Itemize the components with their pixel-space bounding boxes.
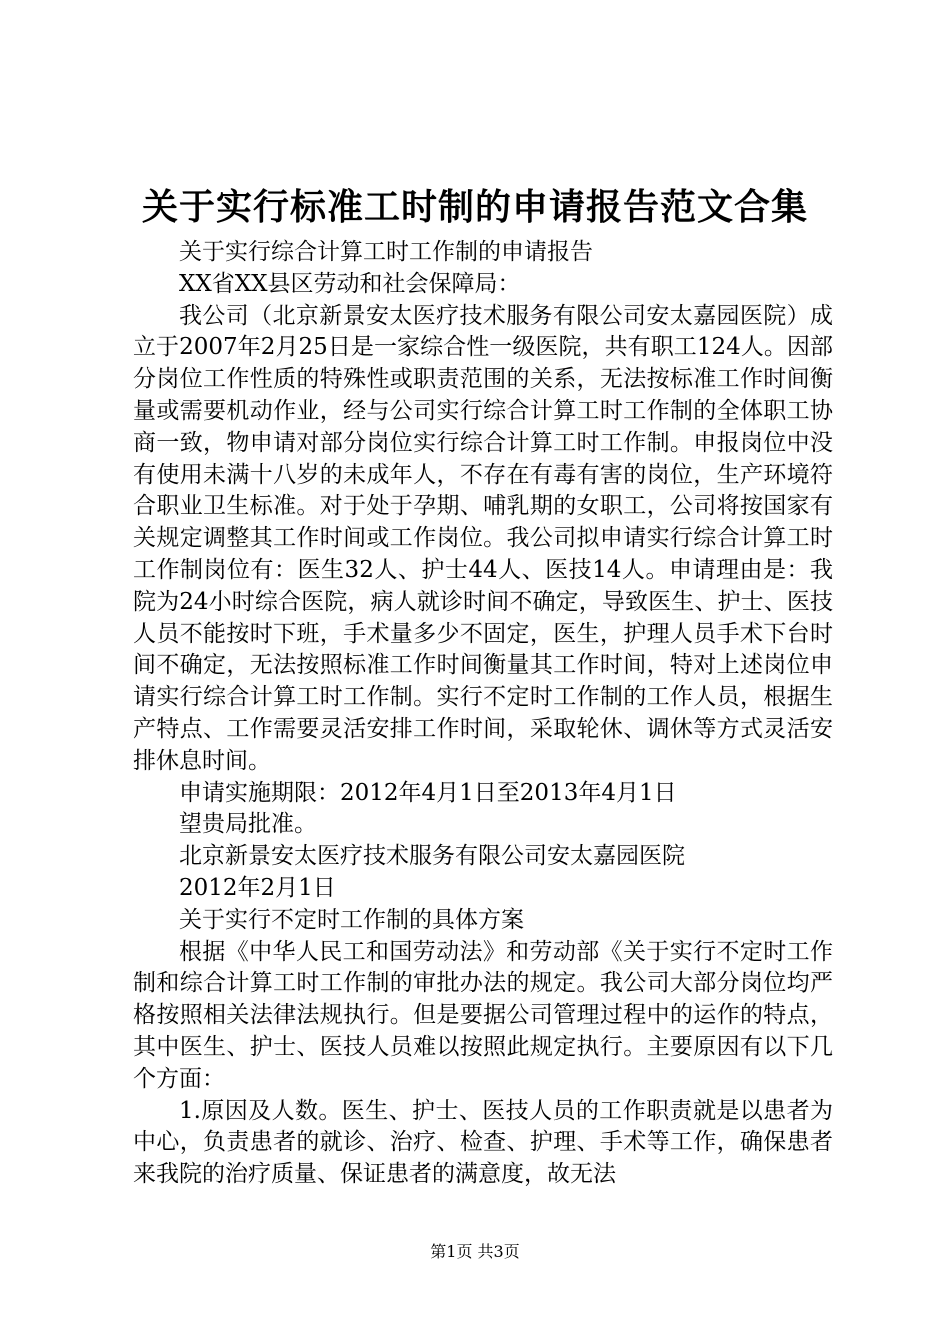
paragraph-plan-intro: 根据《中华人民工和国劳动法》和劳动部《关于实行不定时工作制和综合计算工时工作制的审批办法的规定。我公司大部分岗位均严格按照相关法律法规执行。但是要据公司管理过程中的运作的特点，其中医生、护士、医技人员难以按照此规定执行。主要原因有以下几个方面： [133,938,833,1092]
paragraph-signature-company: 北京新景安太医疗技术服务有限公司安太嘉园医院 [179,843,685,870]
paragraph-signature-date: 2012年2月1日 [179,874,336,901]
page-number: 第1页 共3页 [430,1242,520,1261]
paragraph-main-request: 我公司（北京新景安太医疗技术服务有限公司安太嘉园医院）成立于2007年2月25日是一家综合性一级医院，共有职工124人。因部分岗位工作性质的特殊性或职责范围的关系，无法按标准工作时间衡量或需要机动作业，经与公司实行综合计算工时工作制的全体职工协商一致，物申请对部分岗位实行综合计算工时工作制。申报岗位中没有使用未满十八岁的未成年人，不存在有毒有害的岗位，生产环境符合职业卫生标准。对于处于孕期、哺乳期的女职工，公司将按国家有关规定调整其工作时间或工作岗位。我公司拟申请实行综合计算工时工作制岗位有：医生32人、护士44人、医技14人。申请理由是：我院为24小时综合医院，病人就诊时间不确定，导致医生、护士、医技人员不能按时下班，手术量多少不固定，医生，护理人员手术下台时间不确定，无法按照标准工作时间衡量其工作时间，特对上述岗位申请实行综合计算工时工作制。实行不定时工作制的工作人员，根据生产特点、工作需要灵活安排工作时间，采取轮休、调休等方式灵活安排休息时间。 [133,302,833,774]
paragraph-addressee: XX省XX县区劳动和社会保障局： [179,270,521,297]
paragraph-period: 申请实施期限：2012年4月1日至2013年4月1日 [179,779,677,806]
paragraph-reason-1: 1.原因及人数。医生、护士、医技人员的工作职责就是以患者为中心，负责患者的就诊、治疗、检查、护理、手术等工作，确保患者来我院的治疗质量、保证患者的满意度，故无法 [133,1097,833,1188]
document-body [133,237,833,1191]
paragraph-plan-heading: 关于实行不定时工作制的具体方案 [179,906,524,933]
document-title: 关于实行标准工时制的申请报告范文合集 [141,187,808,228]
paragraph-approval: 望贵局批准。 [179,811,317,838]
paragraph-report-heading: 关于实行综合计算工时工作制的申请报告 [179,239,593,265]
